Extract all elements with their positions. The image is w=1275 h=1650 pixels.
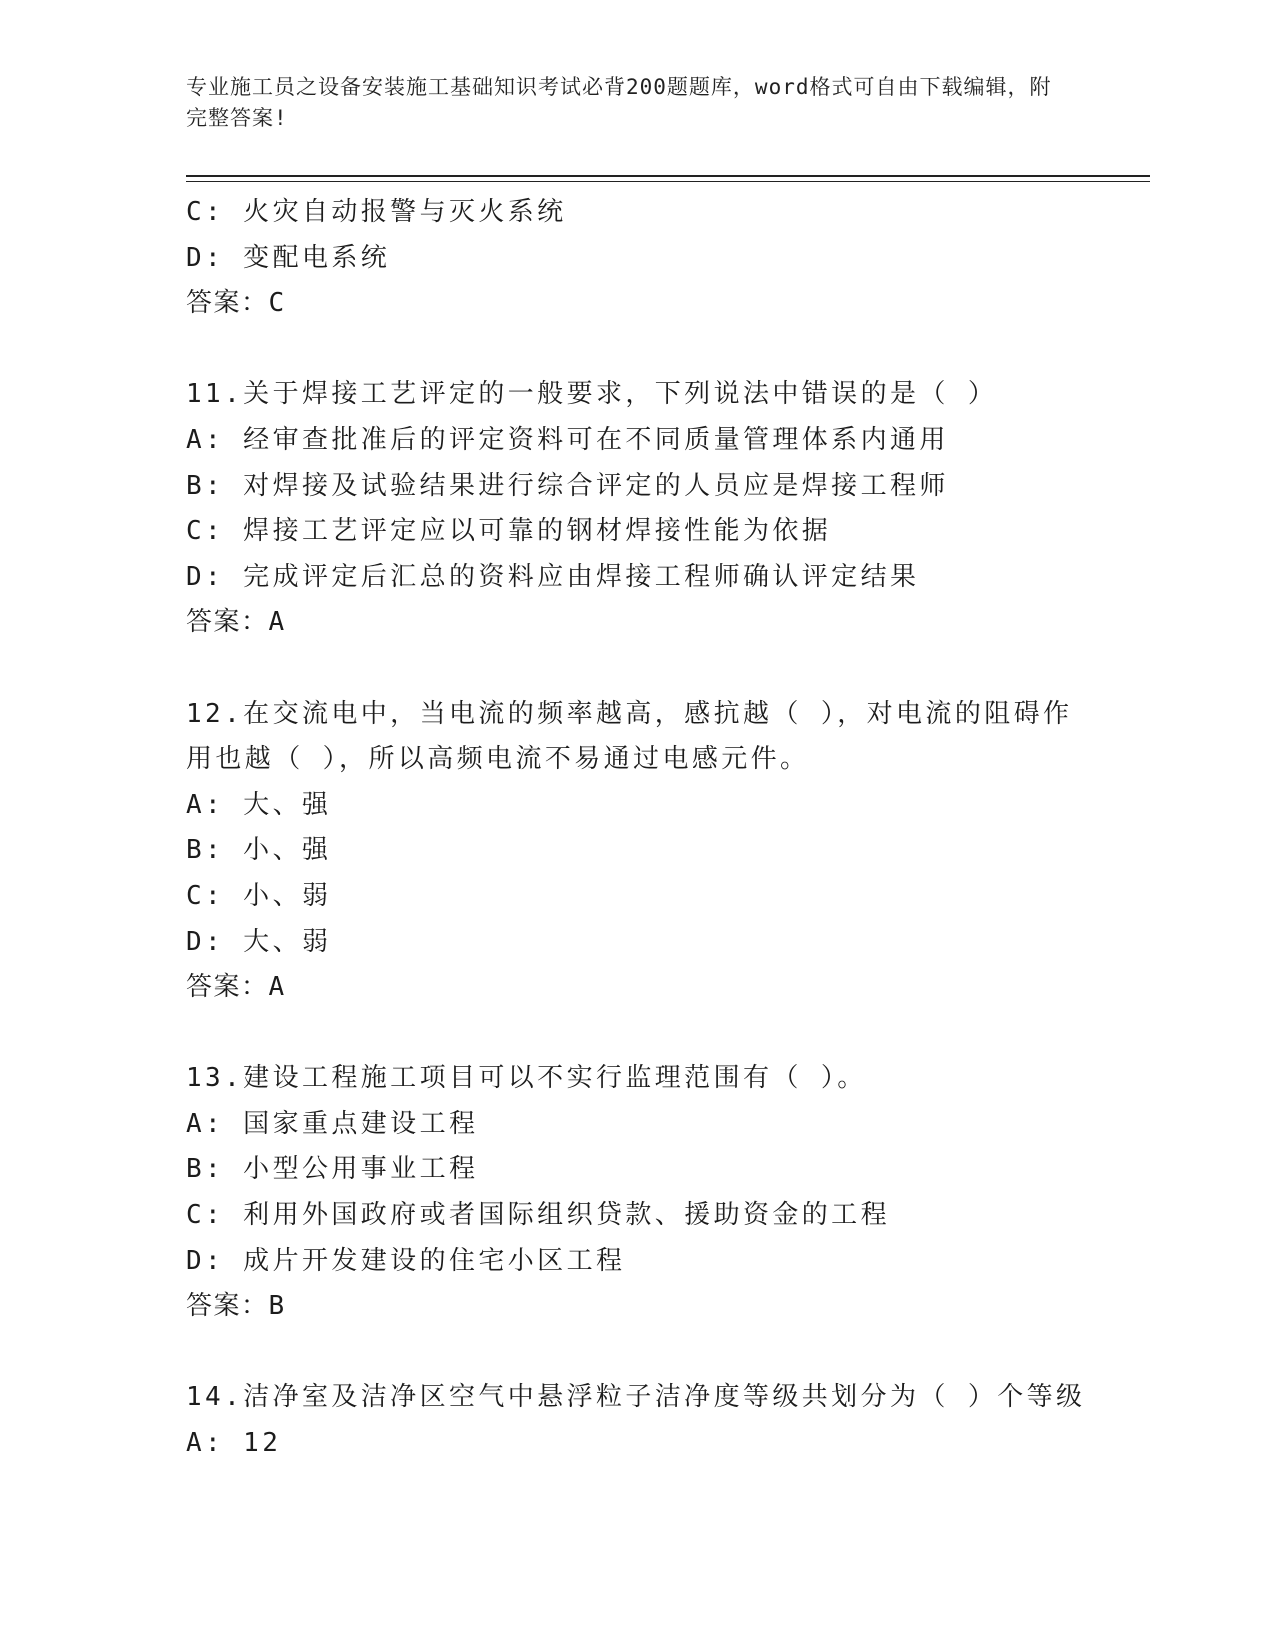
option-letter: A: — [186, 1108, 225, 1139]
option-letter: A: — [186, 789, 225, 820]
question-12-stem-line-2: 用也越（ ），所以高频电流不易通过电感元件。 — [186, 744, 810, 775]
option-letter: C: — [186, 197, 225, 227]
option-d — [186, 236, 1146, 282]
question-text: 在交流电中，当电流的频率越高，感抗越（ ），对电流的阻碍作 — [243, 698, 1073, 729]
question-list — [186, 190, 1146, 1467]
option-letter: D: — [186, 561, 225, 592]
question-number: 11. — [186, 379, 244, 410]
option-text: 完成评定后汇总的资料应由焊接工程师确认评定结果 — [224, 561, 920, 592]
option-c — [186, 509, 1146, 555]
answer-line: 答案：C — [186, 288, 286, 319]
question-11-stem — [186, 372, 1146, 418]
option-letter: A: — [186, 424, 225, 455]
answer-line: 答案：A — [186, 607, 286, 638]
answer-line: 答案：B — [186, 1291, 286, 1322]
spacer — [186, 1330, 1146, 1376]
question-number: 14. — [186, 1382, 244, 1413]
option-letter: A: — [186, 1428, 225, 1459]
option-text: 小、强 — [224, 835, 332, 866]
option-letter: C: — [186, 880, 225, 911]
question-text: 洁净室及洁净区空气中悬浮粒子洁净度等级共划分为（ ）个等级 — [243, 1382, 1086, 1413]
option-text: 成片开发建设的住宅小区工程 — [224, 1245, 626, 1276]
option-d — [186, 555, 1146, 601]
spacer — [186, 646, 1146, 692]
option-letter: C: — [186, 516, 225, 547]
header-divider-thick — [186, 175, 1150, 177]
document-header: 专业施工员之设备安装施工基础知识考试必背200题题库，word格式可自由下载编辑，附完整答案! — [186, 75, 1052, 130]
question-12-stem-line-1 — [186, 692, 1146, 738]
option-text: 12 — [224, 1428, 282, 1459]
option-b — [186, 464, 1146, 510]
option-letter: D: — [186, 1245, 225, 1276]
question-13-stem — [186, 1056, 1146, 1102]
option-d — [186, 1239, 1146, 1285]
option-a — [186, 1102, 1146, 1148]
option-letter: C: — [186, 1200, 225, 1231]
option-text: 小、弱 — [224, 880, 332, 911]
option-d — [186, 920, 1146, 966]
option-text: 大、弱 — [224, 926, 332, 957]
option-letter: D: — [186, 242, 225, 273]
question-14-stem — [186, 1375, 1146, 1421]
option-a — [186, 783, 1146, 829]
option-c — [186, 874, 1146, 920]
option-letter: D: — [186, 926, 225, 957]
option-text: 对焊接及试验结果进行综合评定的人员应是焊接工程师 — [224, 470, 949, 501]
option-text: 变配电系统 — [224, 242, 391, 273]
option-text: 大、强 — [224, 789, 332, 820]
option-text: 焊接工艺评定应以可靠的钢材焊接性能为依据 — [224, 516, 832, 547]
option-text: 经审查批准后的评定资料可在不同质量管理体系内通用 — [224, 424, 949, 455]
answer-line: 答案：A — [186, 972, 286, 1003]
option-letter: B: — [186, 1154, 225, 1185]
option-text: 小型公用事业工程 — [224, 1154, 479, 1185]
header-divider-thin — [186, 181, 1150, 182]
option-text: 利用外国政府或者国际组织贷款、援助资金的工程 — [224, 1200, 890, 1231]
option-a — [186, 1421, 1146, 1467]
option-c — [186, 1193, 1146, 1239]
spacer — [186, 1011, 1146, 1057]
spacer — [186, 327, 1146, 373]
option-letter: B: — [186, 835, 225, 866]
option-letter: B: — [186, 470, 225, 501]
question-number: 13. — [186, 1063, 244, 1094]
question-text: 建设工程施工项目可以不实行监理范围有（ ）。 — [243, 1063, 867, 1094]
option-c — [186, 190, 1146, 236]
question-number: 12. — [186, 698, 244, 729]
option-b — [186, 1147, 1146, 1193]
question-text: 关于焊接工艺评定的一般要求，下列说法中错误的是（ ） — [243, 379, 998, 410]
option-text: 火灾自动报警与灭火系统 — [224, 197, 567, 227]
option-a — [186, 418, 1146, 464]
option-b — [186, 828, 1146, 874]
option-text: 国家重点建设工程 — [224, 1108, 479, 1139]
